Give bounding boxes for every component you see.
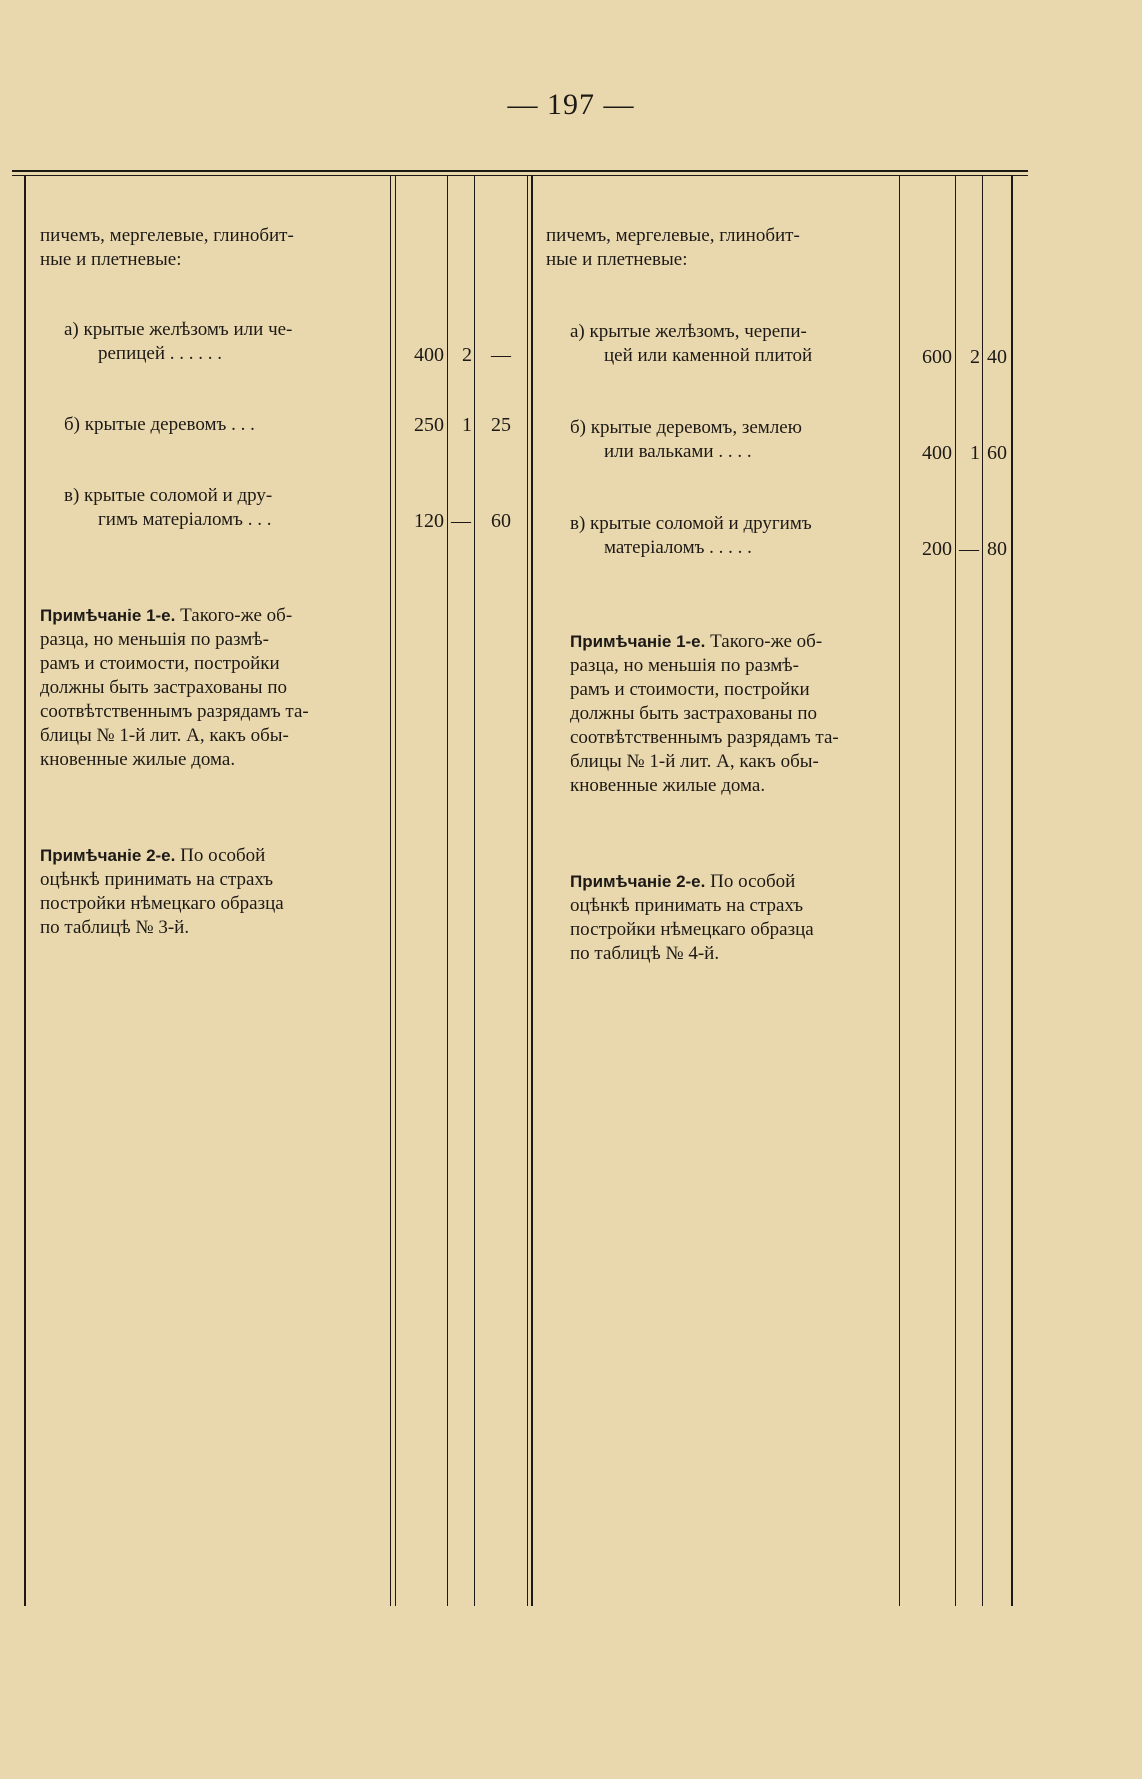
right-row-a-value-1: 600 [922,346,952,368]
right-note-2-first: По особой [710,871,796,892]
right-row-c-value-1: 200 [922,538,952,560]
left-intro-line-2: ные и плетневые: [40,249,182,270]
left-note-1-line: кновенные жилые дома. [40,749,236,770]
right-row-c-line-2: матеріаломъ . . . . . [604,537,752,558]
right-row-a-line-1: а) крытые желѣзомъ, черепи- [570,321,807,342]
left-note-1-line: блицы № 1-й лит. А, какъ обы- [40,725,289,746]
right-note-1-line: блицы № 1-й лит. А, какъ обы- [570,751,819,772]
right-note-2-line: оцѣнкѣ принимать на страхъ [570,895,804,916]
right-row-a-line-2: цей или каменной плитой [604,345,813,366]
right-row-b-line-2: или вальками . . . . [604,441,752,462]
right-note-1 [570,630,839,798]
left-note-2-line: по таблицѣ № 3-й. [40,917,190,938]
left-note-2 [40,844,284,940]
left-note-1 [40,604,309,772]
right-row-a-value-3: 40 [987,346,1007,368]
right-row-b-value-3: 60 [987,442,1007,464]
right-note-1-line: соотвѣтственнымъ разрядамъ та- [570,727,839,748]
page-number: — 197 — [507,88,635,121]
right-row-b-value-2: 1 [970,442,980,464]
left-row-b [64,413,255,437]
left-note-1-head: Примѣчаніе 1-е. [40,606,176,625]
left-row-a-value-3: — [491,344,511,366]
left-row-b-value-2: 1 [462,414,472,436]
right-row-c-value-2: — [959,538,979,560]
right-row-b [570,416,802,464]
left-note-2-line: постройки нѣмецкаго образца [40,893,284,914]
left-row-c-value-1: 120 [414,510,444,532]
left-row-a-value-1: 400 [414,344,444,366]
left-row-b-value-1: 250 [414,414,444,436]
right-intro-line-2: ные и плетневые: [546,249,688,270]
left-row-c-value-2: — [451,510,471,532]
left-row-b-value-3: 25 [491,414,511,436]
left-intro [40,224,294,272]
left-row-a-value-2: 2 [462,344,472,366]
right-note-1-line: кновенные жилые дома. [570,775,766,796]
right-row-b-value-1: 400 [922,442,952,464]
left-note-1-line: соотвѣтственнымъ разрядамъ та- [40,701,309,722]
left-row-c-value-3: 60 [491,510,511,532]
left-row-c-line-2: гимъ матеріаломъ . . . [98,509,272,530]
right-note-1-head: Примѣчаніе 1-е. [570,632,706,651]
left-note-2-head: Примѣчаніе 2-е. [40,846,176,865]
left-row-a-line-2: репицей . . . . . . [98,343,223,364]
right-note-2-line: постройки нѣмецкаго образца [570,919,814,940]
right-intro [546,224,800,272]
left-note-1-line: должны быть застрахованы по [40,677,287,698]
right-row-c-value-3: 80 [987,538,1007,560]
left-note-2-line: оцѣнкѣ принимать на страхъ [40,869,274,890]
right-note-1-first: Такого-же об- [710,631,823,652]
left-row-a [64,318,292,366]
left-note-1-line: рамъ и стоимости, постройки [40,653,280,674]
left-note-1-first: Такого-же об- [180,605,293,626]
right-intro-line-1: пичемъ, мергелевые, глинобит- [546,225,800,246]
left-note-1-line: разца, но меньшія по размѣ- [40,629,269,650]
left-note-2-first: По особой [180,845,266,866]
right-row-a-value-2: 2 [970,346,980,368]
right-note-1-line: рамъ и стоимости, постройки [570,679,810,700]
left-row-b-line-1: б) крытые деревомъ . . . [64,414,255,435]
right-note-2-line: по таблицѣ № 4-й. [570,943,720,964]
right-row-b-line-1: б) крытые деревомъ, землею [570,417,802,438]
right-note-1-line: должны быть застрахованы по [570,703,817,724]
right-note-2 [570,870,814,966]
right-row-c-line-1: в) крытые соломой и другимъ [570,513,812,534]
right-note-1-line: разца, но меньшія по размѣ- [570,655,799,676]
left-intro-line-1: пичемъ, мергелевые, глинобит- [40,225,294,246]
left-row-a-line-1: а) крытые желѣзомъ или че- [64,319,293,340]
left-row-c [64,484,272,532]
right-note-2-head: Примѣчаніе 2-е. [570,872,706,891]
right-row-a [570,320,812,368]
right-row-c [570,512,812,560]
left-row-c-line-1: в) крытые соломой и дру- [64,485,273,506]
